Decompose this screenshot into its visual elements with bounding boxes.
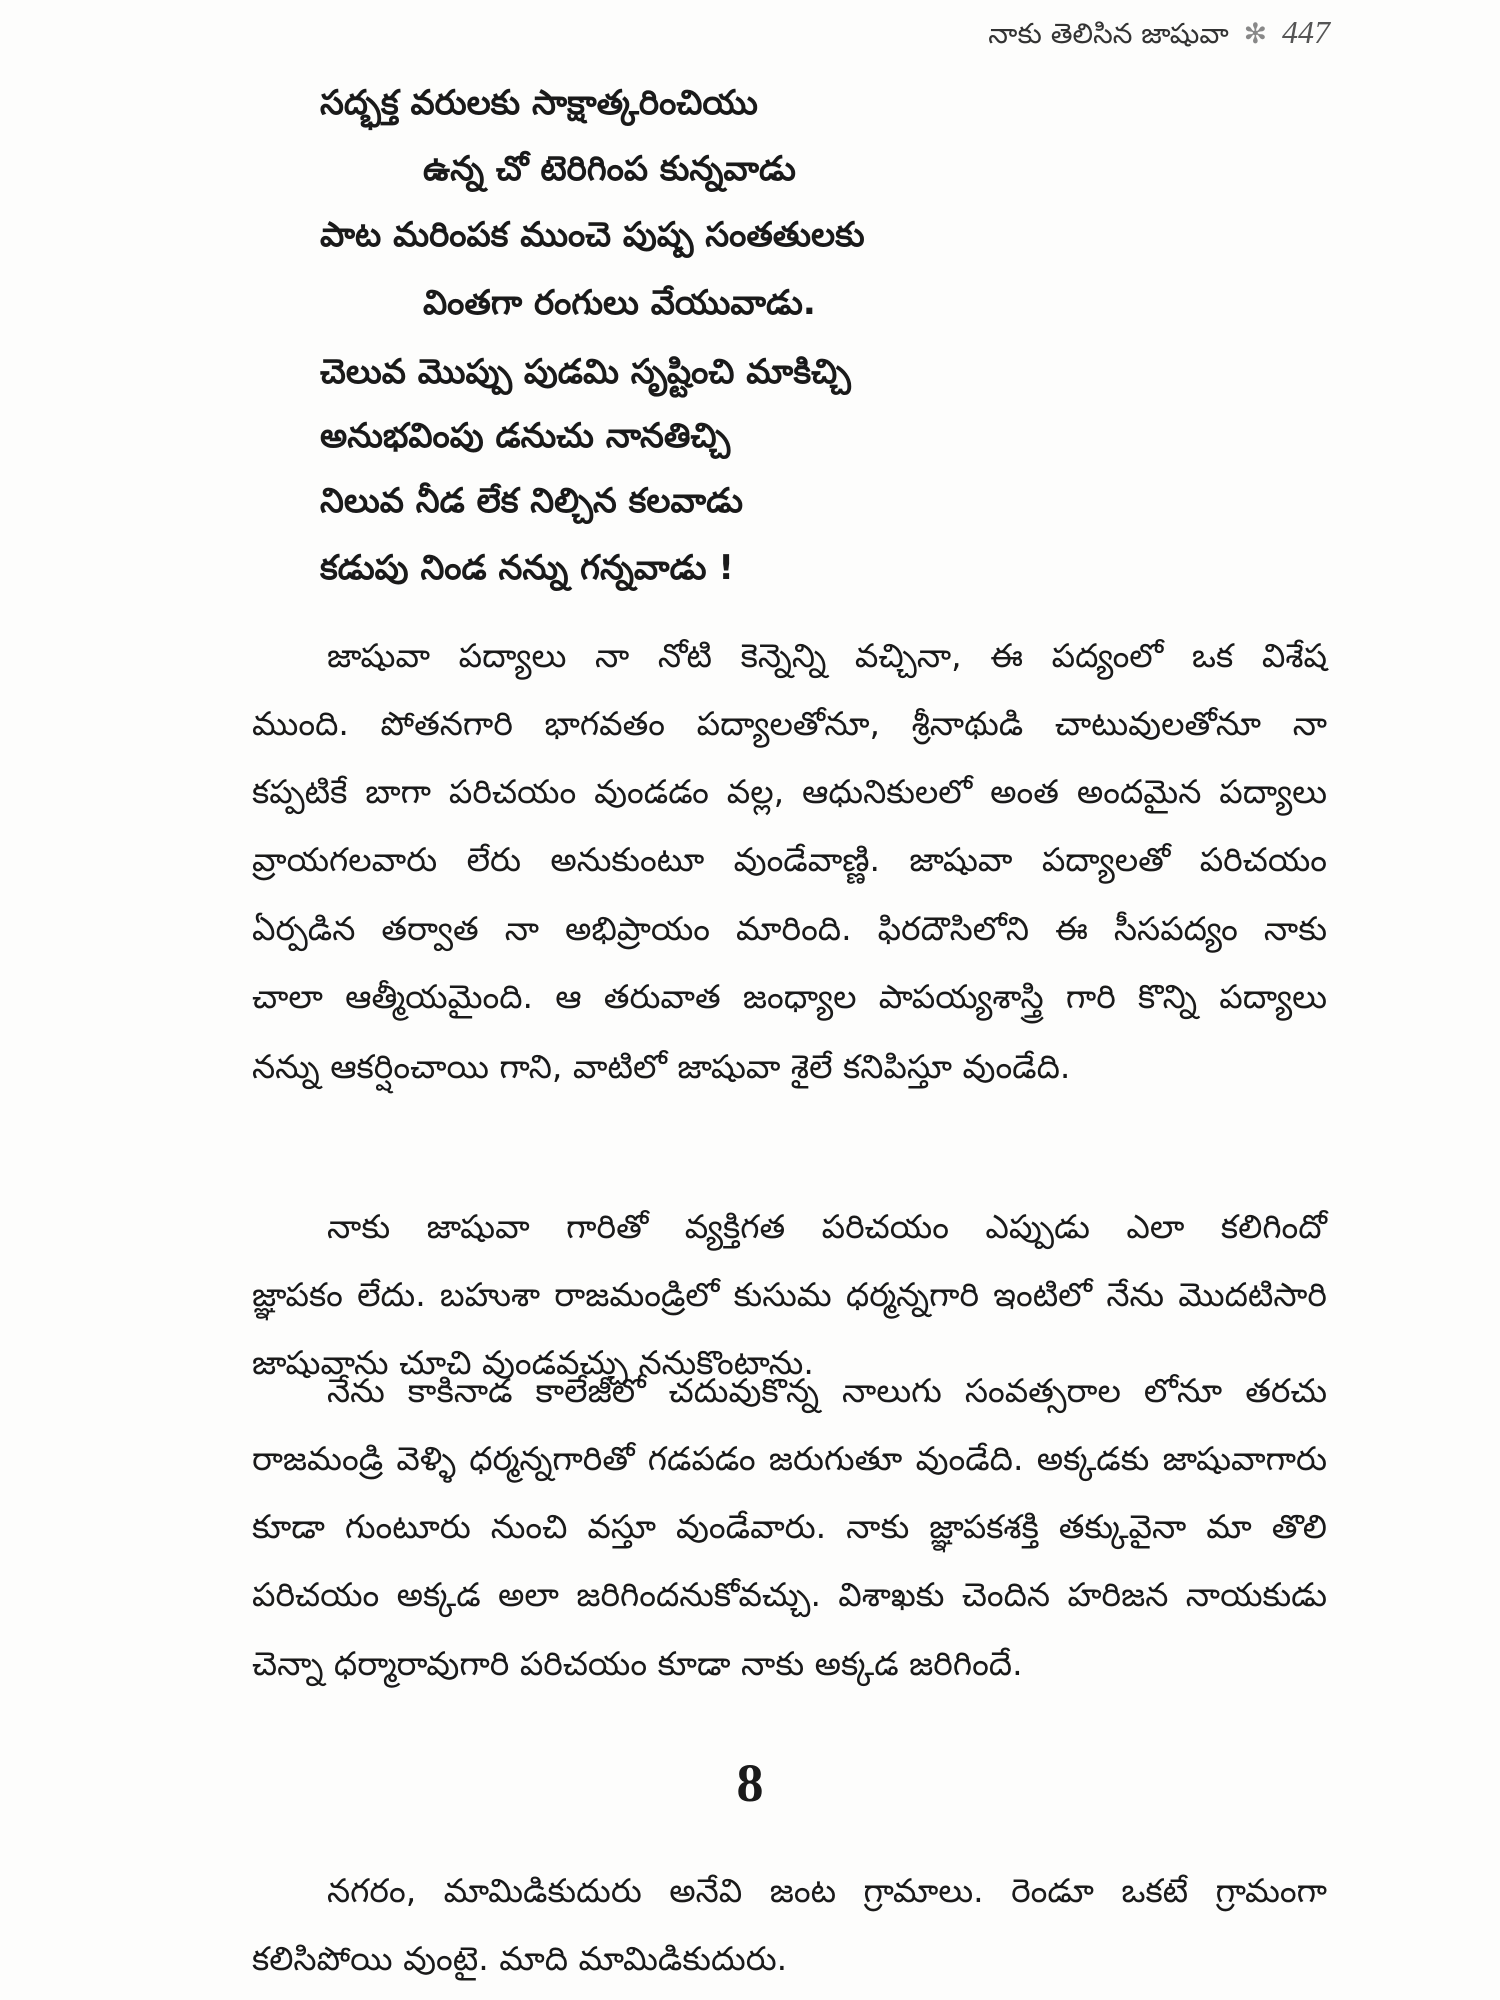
paragraph-line: జ్ఞాపకం లేదు. బహుశా రాజమండ్రిలో కుసుమ ధర్మన్నగారి ఇంటిలో నేను మొదటిసారి: [252, 1275, 1327, 1314]
poem-line: ఉన్న చో టెరిగింప కున్నవాడు: [423, 149, 796, 189]
paragraph-line: వ్రాయగలవారు లేరు అనుకుంటూ వుండేవాణ్ణి. జాషువా పద్యాలతో పరిచయం: [252, 840, 1327, 879]
paragraph-line: పరిచయం అక్కడ అలా జరిగిందనుకోవచ్చు. విశాఖకు చెందిన హరిజన నాయకుడు: [252, 1575, 1327, 1614]
section-number: 8: [736, 1753, 764, 1813]
poem-line: వింతగా రంగులు వేయువాడు.: [423, 283, 816, 323]
poem-line: అనుభవింపు డనుచు నానతిచ్చి: [320, 416, 731, 456]
paragraph-line: చెన్నా ధర్మారావుగారి పరిచయం కూడా నాకు అక్కడ జరిగిందే.: [252, 1644, 1023, 1683]
paragraph-line: కప్పటికే బాగా పరిచయం వుండడం వల్ల, ఆధునికులలో అంత అందమైన పద్యాలు: [252, 772, 1327, 811]
paragraph-line: జాషువాను చూచి వుండవచ్చు ననుకొంటాను.: [252, 1343, 814, 1382]
paragraph-line: నగరం, మామిడికుదురు అనేవి జంట గ్రామాలు. రెండూ ఒకటే గ్రామంగా: [327, 1871, 1327, 1910]
running-header-title: నాకు తెలిసిన జాషువా: [988, 17, 1229, 50]
separator-star-icon: ✻: [1243, 17, 1268, 50]
paragraph-line: నేను కాకినాడ కాలేజీలో చదువుకొన్న నాలుగు సంవత్సరాల లోనూ తరచు: [327, 1371, 1327, 1410]
poem-line: నిలువ నీడ లేక నిల్చిన కలవాడు: [320, 481, 744, 521]
paragraph-line: నన్ను ఆకర్షించాయి గాని, వాటిలో జాషువా శైలే కనిపిస్తూ వుండేది.: [252, 1047, 1071, 1086]
paragraph-line: ఏర్పడిన తర్వాత నా అభిప్రాయం మారింది. ఫిరదౌసిలోని ఈ సీసపద్యం నాకు: [252, 909, 1327, 948]
paragraph-line: నాకు జాషువా గారితో వ్యక్తిగత పరిచయం ఎప్పుడు ఎలా కలిగిందో: [327, 1207, 1327, 1246]
paragraph-line: జాషువా పద్యాలు నా నోటి కెన్నెన్ని వచ్చినా, ఈ పద్యంలో ఒక విశేష: [327, 636, 1327, 675]
poem-line: చెలువ మొప్పు పుడమి సృష్టించి మాకిచ్చి: [320, 352, 851, 392]
page-number: 447: [1282, 14, 1330, 50]
paragraph-line: కలిసిపోయి వుంటై. మాది మామిడికుదురు.: [252, 1939, 788, 1978]
poem-line: పాట మరింపక ముంచె పుష్ప సంతతులకు: [320, 215, 865, 255]
paragraph-line: ముంది. పోతనగారి భాగవతం పద్యాలతోనూ, శ్రీనాథుడి చాటువులతోనూ నా: [252, 704, 1327, 743]
paragraph-line: కూడా గుంటూరు నుంచి వస్తూ వుండేవారు. నాకు జ్ఞాపకశక్తి తక్కువైనా మా తొలి: [252, 1507, 1327, 1546]
paragraph-line: చాలా ఆత్మీయమైంది. ఆ తరువాత జంధ్యాల పాపయ్యశాస్త్రి గారి కొన్ని పద్యాలు: [252, 977, 1327, 1016]
poem-line: సద్భక్త వరులకు సాక్షాత్కరించియు: [320, 83, 758, 123]
running-header: [988, 14, 1330, 57]
paragraph-line: రాజమండ్రి వెళ్ళి ధర్మన్నగారితో గడపడం జరుగుతూ వుండేది. అక్కడకు జాషువాగారు: [252, 1439, 1327, 1478]
poem-line: కడుపు నిండ నన్ను గన్నవాడు !: [320, 548, 734, 588]
